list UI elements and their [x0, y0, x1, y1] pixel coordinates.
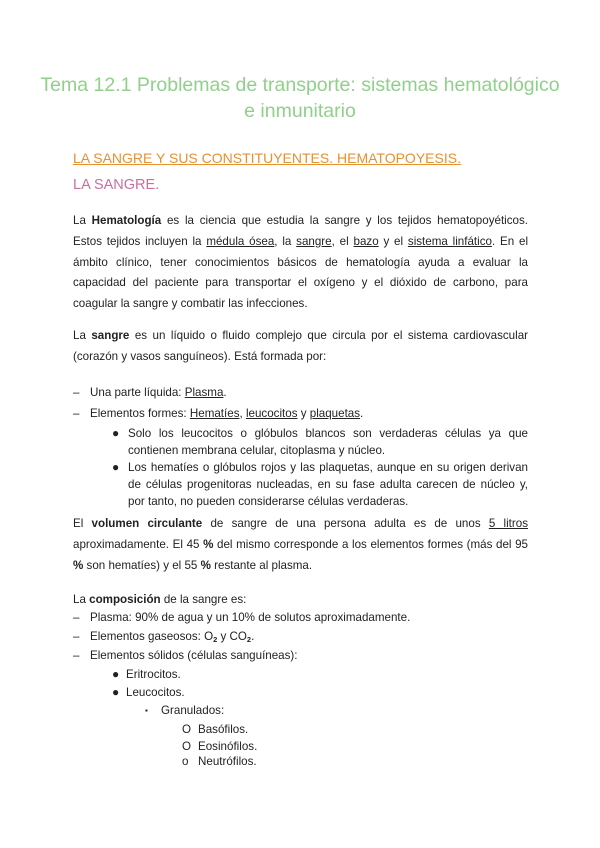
dash-marker: –	[73, 407, 80, 420]
term-plasma: Plasma	[184, 386, 224, 399]
square-bullet-icon: ▪	[145, 706, 148, 715]
list-item: ● Los hematíes o glóbulos rojos y las plaquetas, aunque en su origen derivan de células progenitoras nucleadas, en su fase adulta carecen de núcleo y, por tanto, no pueden considerarse células verdaderas.	[112, 460, 528, 508]
bullet-icon: ●	[112, 667, 120, 681]
term-sistema-linfatico: sistema linfático	[407, 234, 492, 248]
sub-bullet-list	[110, 425, 528, 510]
term-plaquetas: plaquetas	[309, 407, 361, 420]
term-composicion: composición	[89, 593, 161, 606]
term-hematologia: Hematología	[91, 214, 162, 227]
page-title: Tema 12.1 Problemas de transporte: sistemas hematológico e inmunitario	[40, 74, 560, 122]
paragraph-sangre: La sangre es un líquido o fluido complejo que circula por el sistema cardiovascular (corazón y vasos sanguíneos). Está formada por:	[73, 329, 528, 363]
term-leucocitos: leucocitos	[245, 407, 298, 420]
bullet-icon: ●	[112, 460, 120, 474]
circle-bullet-icon: O	[182, 723, 192, 736]
circle-bullet-icon: O	[182, 740, 192, 753]
section-heading: LA SANGRE Y SUS CONSTITUYENTES. HEMATOPOYESIS.	[73, 150, 461, 166]
paragraph-hematologia: La Hematología es la ciencia que estudia la sangre y los tejidos hematopoyéticos. Estos tejidos incluyen la médula ósea, la sangre, el bazo y el sistema linfático. En el ámbito clínico, tener conocimientos básicos de hematología ayuda a evaluar la capacidad del paciente para transportar el oxígeno y el dióxido de carbono, para coagular la sangre y combatir las infecciones.	[73, 214, 529, 311]
document-page: Tema 12.1 Problemas de transporte: sistemas hematológico e inmunitario LA SANGRE Y SUS CONSTITUYENTES. HEMATOPOYESIS. LA SANGRE. La Hematología es la ciencia que estudia la sangre y los tejidos hematopoyéticos. Estos tejidos incluyen la médula ósea, la sangre, el bazo y el sistema linfático. En el ámbito clínico, tener conocimientos básicos de hematología ayuda a evaluar la capacidad del paciente para transportar el oxígeno y el dióxido de carbono, para coagular la sangre y combatir las infecciones. La sangre es un líquido o fluido complejo que circula por el sistema cardiovascular (corazón y vasos sanguíneos). Está formada por: – Una parte líquida: Plasma. – Elementos formes: Hematíes, leucocitos y plaquetas. ● Solo los leucocitos o glóbulos blancos son verdaderas células ya que contienen membrana celular, citoplasma y núcleo. ● Los hematíes o glóbulos rojos y las plaquetas, aunque en su origen derivan de células progenitoras nucleadas, en su fase adulta carecen de núcleo y, por tanto, no pueden considerarse células verdaderas. El volumen circulante de sangre de una persona adulta es de unos 5 litros aproximadamente. El 45 % del mismo corresponde a los elementos formes (más del 95 % son hematíes) y el 55 % restante al plasma. La composición de la sangre es: – Plasma: 90% de agua y un 10% de solutos aproximadamente. – Elementos gaseosos: $O_2$ y $CO_2$. – Elementos sólidos (células sanguíneas): ● Eritrocitos. ● Leucocitos. ▪ Granulados: O Basófilos. O Eosinófilos. o Neutrófilos.	[40, 74, 560, 768]
term-sangre: sangre	[296, 234, 332, 248]
term-5-litros: 5 litros	[488, 517, 528, 530]
bullet-icon: ●	[112, 685, 120, 699]
list-item: ● Solo los leucocitos o glóbulos blancos son verdaderas células ya que contienen membrana celular, citoplasma y núcleo.	[112, 426, 528, 457]
dash-marker: –	[73, 386, 80, 399]
paragraph-composicion: La composición de la sangre es:	[73, 593, 247, 606]
bullet-icon: ●	[112, 426, 120, 440]
term-hematies: Hematíes	[189, 407, 240, 420]
term-volumen-circulante: volumen circulante	[91, 517, 203, 530]
term-sangre-bold: sangre	[91, 329, 130, 342]
dash-marker: –	[73, 611, 80, 624]
subsection-heading: LA SANGRE.	[73, 177, 160, 193]
dash-marker: –	[73, 649, 80, 662]
paragraph-volumen: El volumen circulante de sangre de una persona adulta es de unos 5 litros aproximadamente. El 45 % del mismo corresponde a los elementos formes (más del 95 % son hematíes) y el 55 % restante al plasma.	[73, 517, 528, 572]
dash-marker: –	[73, 630, 80, 643]
term-bazo: bazo	[353, 234, 379, 248]
term-medula-osea: médula ósea	[206, 234, 275, 248]
circle-bullet-icon: o	[182, 755, 189, 768]
